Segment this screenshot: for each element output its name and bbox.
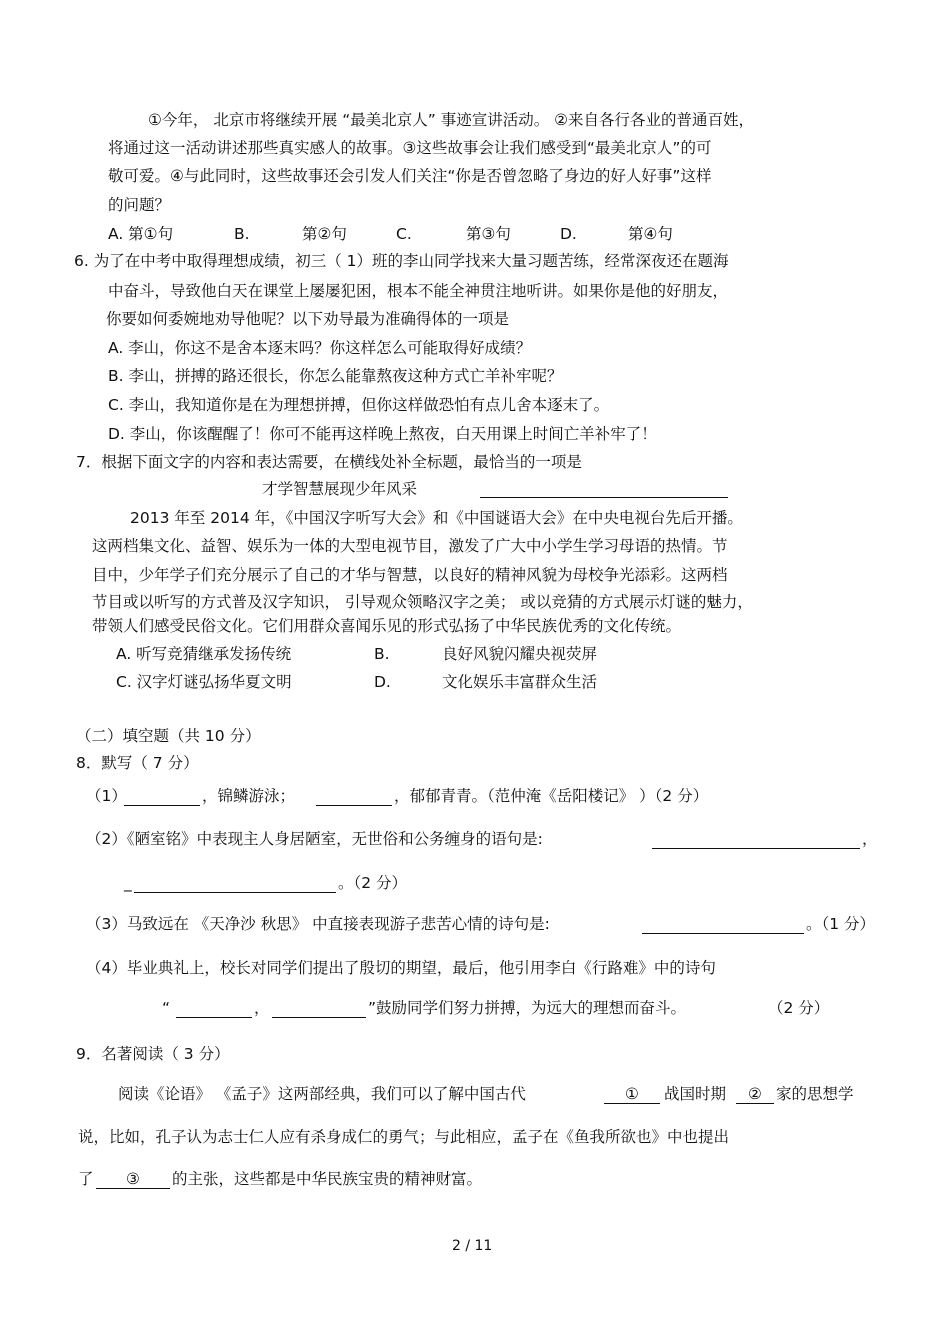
- q5-option-d-letter: D.: [560, 225, 577, 243]
- q8-sub3-text: （3）马致远在 《天净沙 秋思》 中直接表现游子悲苦心情的诗句是:: [86, 915, 550, 933]
- q9-heading: 9．名著阅读（ 3 分）: [76, 1045, 230, 1063]
- page-number: 2 / 11: [452, 1238, 493, 1254]
- q7-option-b-letter: B.: [374, 645, 390, 663]
- q8-sub3-blank: [642, 932, 804, 934]
- q7-option-d-text: 文化娱乐丰富群众生活: [442, 673, 598, 691]
- q8-sub1-number: （1）: [86, 787, 127, 805]
- q8-sub4-text: （4）毕业典礼上，校长对同学们提出了殷切的期望，最后，他引用李白《行路难》中的诗句: [86, 959, 716, 977]
- q6-line3: 你要如何委婉地劝导他呢？以下劝导最为准确得体的一项是: [106, 310, 510, 328]
- q8-sub1-text-b: ，郁郁青青。（范仲淹《岳阳楼记》 ）（2 分）: [394, 787, 709, 805]
- q8-sub1-text-a: ，锦鳞游泳；: [202, 787, 296, 805]
- q8-sub1-blank1: [124, 804, 200, 806]
- q9-blank2: [736, 1084, 774, 1104]
- q5-line4: 的问题？: [108, 196, 171, 214]
- q6-option-b: B. 李山，拼搏的路还很长，你怎么能靠熬夜这种方式亡羊补牢呢？: [108, 367, 563, 385]
- q5-line1: ①今年， 北京市将继续开展 “最美北京人” 事迹宣讲活动。 ②来自各行各业的普通百姓，: [148, 111, 755, 129]
- q6-line2: 中奋斗，导致他白天在课堂上屡屡犯困，根本不能全神贯注地听讲。如果你是他的好朋友，: [108, 282, 729, 300]
- q5-option-a: A. 第①句: [108, 225, 174, 243]
- q5-option-b-letter: B.: [234, 225, 250, 243]
- q8-sub4-blank2: [272, 1016, 366, 1018]
- q9-line1-a: 阅读《论语》 《孟子》这两部经典，我们可以了解中国古代: [118, 1085, 526, 1103]
- q8-sub2-end: 。（2 分）: [338, 874, 408, 892]
- q9-blank1-label: ①: [604, 1085, 660, 1104]
- q6-option-a: A. 李山，你这不是舍本逐末吗？你这样怎么可能取得好成绩？: [108, 339, 532, 357]
- q8-sub4-close: ”鼓励同学们努力拼搏，为远大的理想而奋斗。: [368, 999, 687, 1017]
- q6-line1: 6. 为了在中考中取得理想成绩，初三（ 1）班的李山同学找来大量习题苦练，经常深夜还在题海: [74, 252, 729, 270]
- q7-option-b-text: 良好风貌闪耀央视荧屏: [442, 645, 598, 663]
- q8-sub2-blank2: [134, 891, 336, 893]
- q5-line3: 敬可爱。④与此同时，这些故事还会引发人们关注“你是否曾忽略了身边的好人好事”这样: [108, 167, 712, 185]
- q7-option-a: A. 听写竞猜继承发扬传统: [116, 645, 292, 663]
- q7-title-blank: [480, 496, 728, 498]
- q7-title: 才学智慧展现少年风采: [262, 480, 418, 498]
- q8-sub3-end: 。（1 分）: [806, 915, 876, 933]
- q7-line1: 7．根据下面文字的内容和表达需要，在横线处补全标题，最恰当的一项是: [76, 453, 582, 471]
- q9-line1-b: 战国时期: [664, 1085, 727, 1103]
- q7-option-c: C. 汉字灯谜弘扬华夏文明: [116, 673, 292, 691]
- q5-option-c-letter: C.: [396, 225, 412, 243]
- q8-heading: 8．默写（ 7 分）: [76, 754, 199, 772]
- q9-line2: 说，比如，孔子认为志士仁人应有杀身成仁的勇气；与此相应，孟子在《鱼我所欲也》中也提出: [78, 1128, 730, 1146]
- q8-sub4-comma: ，: [254, 999, 270, 1017]
- q7-passage-line5: 带领人们感受民俗文化。它们用群众喜闻乐见的形式弘扬了中华民族优秀的文化传统。: [92, 617, 682, 635]
- q9-blank1: [604, 1084, 660, 1104]
- q6-option-d: D. 李山，你该醒醒了！你可不能再这样晚上熬夜，白天用课上时间亡羊补牢了！: [108, 425, 657, 443]
- q8-sub4-score: （2 分）: [768, 999, 830, 1017]
- q6-option-c: C. 李山，我知道你是在为理想拼搏，但你这样做恐怕有点儿舍本逐末了。: [108, 396, 610, 414]
- q7-passage-line1: 2013 年至 2014 年，《中国汉字听写大会》和《中国谜语大会》在中央电视台先后开播。: [130, 509, 743, 527]
- q7-passage-line2: 这两档集文化、益智、娱乐为一体的大型电视节目，激发了广大中小学生学习母语的热情。节: [92, 537, 728, 555]
- q9-line3-a: 了: [78, 1170, 94, 1188]
- q9-line1-c: 家的思想学: [776, 1085, 854, 1103]
- q8-sub2-comma: ，: [862, 830, 878, 848]
- q9-blank3-label: ③: [96, 1170, 170, 1189]
- q9-blank2-label: ②: [736, 1085, 774, 1104]
- q8-sub4-open-quote: “: [162, 999, 171, 1017]
- q8-sub4-blank1: [176, 1016, 252, 1018]
- q7-option-d-letter: D.: [374, 673, 391, 691]
- q5-option-c-text: 第③句: [466, 225, 511, 243]
- q8-sub1-blank2: [316, 804, 392, 806]
- q8-sub2-lead: _: [124, 874, 132, 892]
- q5-line2: 将通过这一活动讲述那些真实感人的故事。③这些故事会让我们感受到“最美北京人”的可: [108, 139, 712, 157]
- q9-blank3: [96, 1169, 170, 1189]
- section2-heading: （二）填空题（共 10 分）: [76, 727, 261, 745]
- q5-option-d-text: 第④句: [628, 225, 673, 243]
- q8-sub2-blank1: [652, 847, 860, 849]
- q7-passage-line4: 节目或以听写的方式普及汉字知识， 引导观众领略汉字之美； 或以竞猜的方式展示灯谜的魅力，: [92, 593, 753, 611]
- q8-sub2-text: （2）《陋室铭》中表现主人身居陋室，无世俗和公务缠身的语句是:: [86, 830, 543, 848]
- q7-passage-line3: 目中，少年学子们充分展示了自己的才华与智慧，以良好的精神风貌为母校争光添彩。这两档: [92, 566, 728, 584]
- q5-option-b-text: 第②句: [302, 225, 347, 243]
- q9-line3-b: 的主张，这些都是中华民族宝贵的精神财富。: [172, 1170, 483, 1188]
